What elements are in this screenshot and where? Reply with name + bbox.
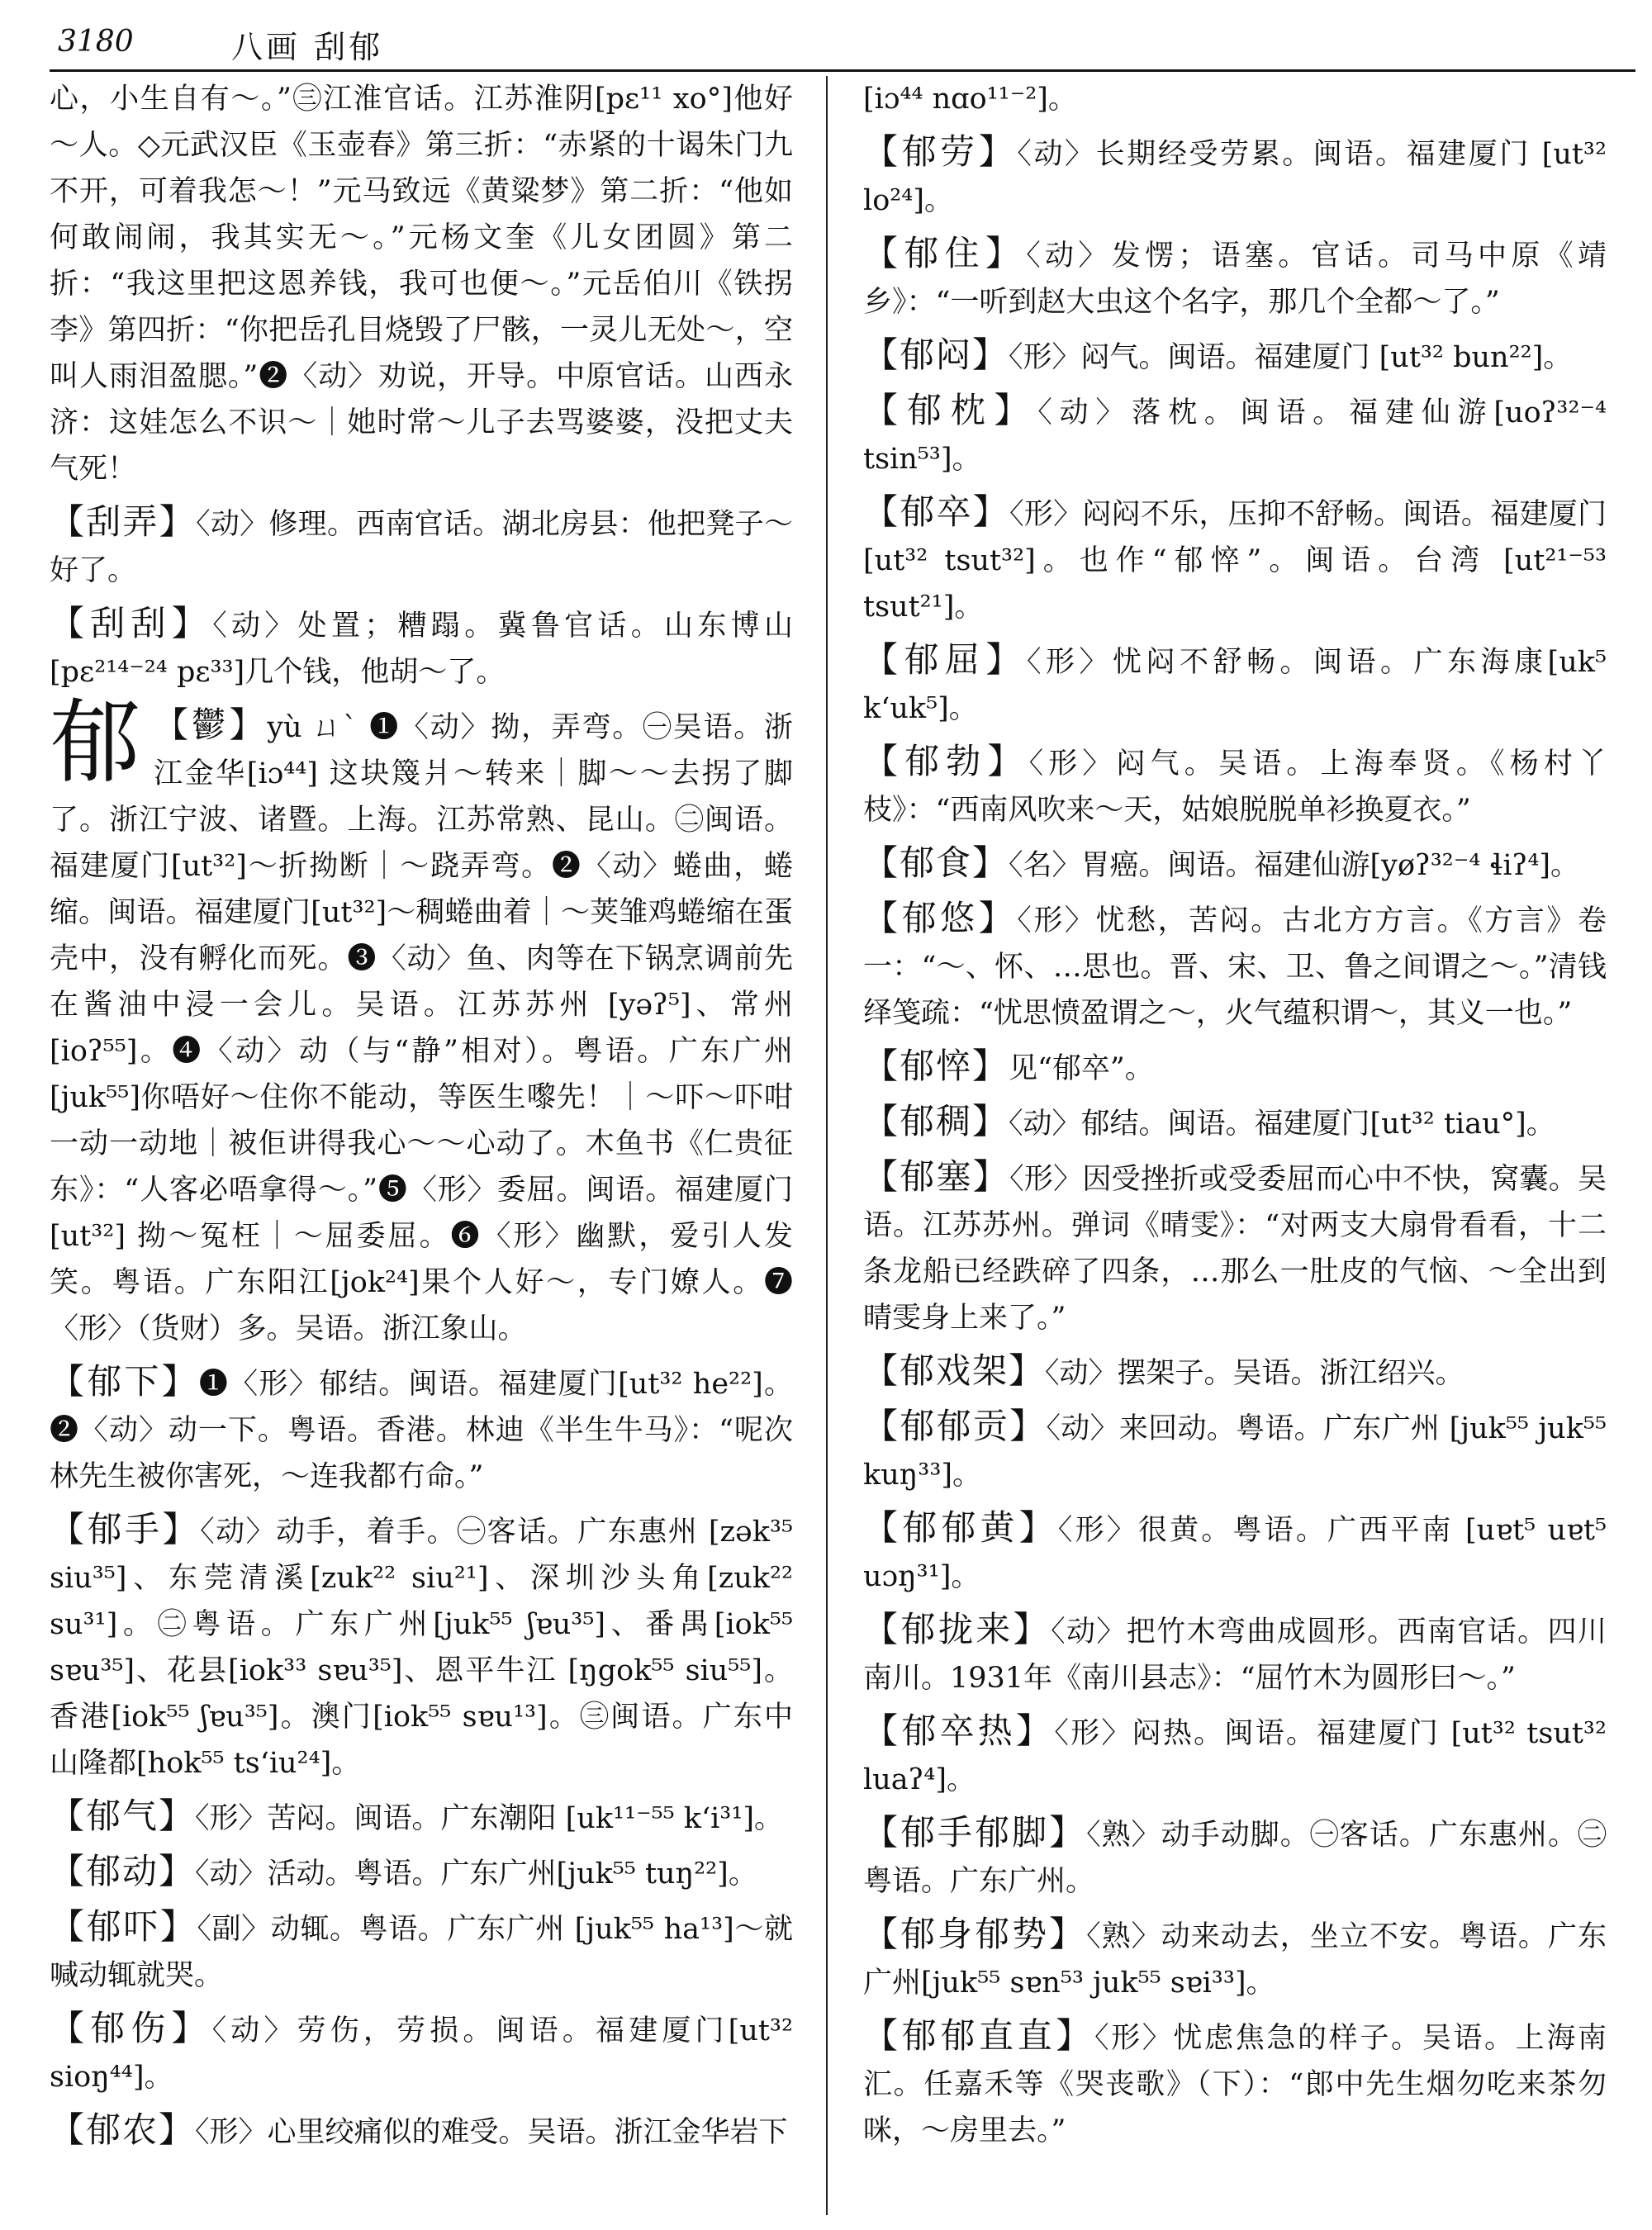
- dictionary-entry: [50, 600, 793, 695]
- entry-headword: 【郁吓】: [50, 1906, 197, 1947]
- dictionary-entry: [863, 489, 1607, 630]
- dictionary-entry: [50, 690, 793, 1352]
- entry-headword: 【郁手郁脚】: [863, 1812, 1087, 1853]
- entry-definition: yù ㄩˋ ❶〈动〉拗，弄弯。㊀吴语。浙江金华[iɔ⁴⁴] 这块篾爿～转来｜脚～～去拐了脚了。浙江宁波、诸暨。上海。江苏常熟、昆山。㊁闽语。福建厦门[ut³²]～折拗断｜～跷弄弯。❷〈动〉蜷曲，蜷缩。闽语。福建厦门[ut³²]～稠蜷曲着｜～荚雏鸡蜷缩在蛋壳中，没有孵化而死。❸〈动〉鱼、肉等在下锅烹调前先在酱油中浸一会儿。吴语。江苏苏州 [yəʔ⁵]、常州[ioʔ⁵⁵]。❹〈动〉动（与“静”相对）。粤语。广东广州[juk⁵⁵]你唔好～住你不能动，等医生嚟先！｜～吓～吓咁一动一动地｜被佢讲得我心～～心动了。木鱼书《仁贵征东》：“人客必唔拿得～。”❺〈形〉委屈。闽语。福建厦门[ut³²] 拗～冤枉｜～屈委屈。❻〈形〉幽默，爱引人发笑。粤语。广东阳江[jok²⁴]果个人好～，专门嫽人。❼〈形〉（货财）多。吴语。浙江象山。: [50, 711, 793, 1345]
- entry-headword: 【郁手】: [50, 1509, 201, 1549]
- dictionary-entry: [863, 387, 1607, 482]
- dictionary-entry: [863, 738, 1607, 833]
- entry-headword: 【郁下】: [50, 1361, 199, 1402]
- entry-headword: 【郁稠】: [863, 1101, 1009, 1141]
- entry-headword: 【郁郁贡】: [863, 1406, 1047, 1446]
- dictionary-entry: [863, 332, 1607, 381]
- dictionary-entry: [863, 895, 1607, 1037]
- section-title: 八画 刮郁: [231, 29, 384, 65]
- entry-headword: 【郁卒】: [863, 491, 1010, 532]
- dictionary-entry: [50, 2107, 793, 2156]
- entry-headword: 【郁屈】: [863, 639, 1028, 680]
- dictionary-entry: [863, 1606, 1607, 1701]
- entry-definition: 〈动〉长期经受劳累。闽语。福建厦门 [ut³² lo²⁴]。: [863, 138, 1607, 217]
- dictionary-entry: [50, 1848, 793, 1897]
- dictionary-entry: [50, 2005, 793, 2100]
- left-column: [50, 76, 793, 2223]
- entry-headword: 【郁拢来】: [863, 1609, 1051, 1649]
- headword-character: 郁: [50, 690, 140, 795]
- entry-definition: 〈动〉发愣；语塞。官话。司马中原《靖乡》：“一听到赵大虫这个名字，那几个全都～了。”: [863, 240, 1607, 319]
- entry-headword: 【郁郁直直】: [863, 2015, 1094, 2056]
- entry-headword: 【郁戏架】: [863, 1350, 1046, 1391]
- entry-definition: 〈形〉因受挫折或受委屈而心中不快，窝囊。吴语。江苏苏州。弹词《晴雯》：“对两支大扇骨看看，十二条龙船已经跌碎了四条，…那么一肚皮的气恼、～全出到晴雯身上来了。”: [863, 1163, 1607, 1335]
- entry-definition: 〈动〉处置；糟蹋。冀鲁官话。山东博山[pɛ²¹⁴⁻²⁴ pɛ³³]几个钱，他胡～了。: [50, 610, 793, 689]
- entry-definition: 〈动〉落枕。闽语。福建仙游[uoʔ³²⁻⁴ tsin⁵³]。: [863, 396, 1607, 476]
- entry-definition: 〈形〉忧愁，苦闷。古北方方言。《方言》卷一：“～、怀、…思也。晋、宋、卫、鲁之间谓之～。”清钱绎笺疏：“忧思愤盈谓之～，火气蕴积谓～，其义一也。”: [863, 904, 1607, 1030]
- dictionary-entry: [863, 1098, 1607, 1147]
- entry-definition: 〈动〉动手，着手。㊀客话。广东惠州 [zək³⁵ siu³⁵]、东莞清溪[zuk²² siu²¹]、深圳沙头角[zuk²² su³¹]。㊁粤语。广东广州[juk⁵⁵ ʃɐu³⁵]、番禺[iok⁵⁵ sɐu³⁵]、花县[iok³³ sɐu³⁵]、恩平牛江 [ŋgok⁵⁵ siu⁵⁵]。香港[iok⁵⁵ ʃɐu³⁵]。澳门[iok⁵⁵ sɐu¹³]。㊂闽语。广东中山隆都[hok⁵⁵ tsʻiu²⁴]。: [50, 1516, 793, 1780]
- dictionary-entry: [50, 76, 793, 492]
- entry-headword: 【郁住】: [863, 233, 1027, 273]
- dictionary-entry: [50, 1793, 793, 1842]
- entry-definition: 〈动〉劳伤，劳损。闽语。福建厦门[ut³² sioŋ⁴⁴]。: [50, 2014, 793, 2094]
- dictionary-entry: [863, 1154, 1607, 1341]
- entry-headword: 【郁卒热】: [863, 1710, 1055, 1751]
- entry-headword: 【郁塞】: [863, 1156, 1010, 1197]
- column-divider: [826, 76, 828, 2215]
- entry-definition: 〈形〉忧闷不舒畅。闽语。广东海康[uk⁵ kʻuk⁵]。: [863, 646, 1607, 725]
- entry-definition: 〈动〉郁结。闽语。福建厦门[ut³² tiau°]。: [1009, 1108, 1555, 1141]
- entry-definition: 〈形〉很黄。粤语。广西平南 [uɐt⁵ uɐt⁵ uɔŋ³¹]。: [863, 1514, 1607, 1593]
- entry-definition: 〈熟〉动来动去，坐立不安。粤语。广东广州[juk⁵⁵ sɐn⁵³ juk⁵⁵ sɐi³³]。: [863, 1920, 1607, 2000]
- entry-definition: 〈形〉心里绞痛似的难受。吴语。浙江金华岩下: [195, 2116, 788, 2149]
- dictionary-entry: [863, 1810, 1607, 1905]
- entry-definition: 〈名〉胃癌。闽语。福建仙游[yøʔ³²⁻⁴ ɬiʔ⁴]。: [1009, 849, 1580, 882]
- entry-headword: 【郁气】: [50, 1796, 196, 1836]
- dictionary-entry: [863, 1708, 1607, 1803]
- dictionary-entry: [863, 2013, 1607, 2154]
- entry-definition: 〈形〉闷闷不乐，压抑不舒畅。闽语。福建厦门[ut³² tsut³²]。也作“郁悴”。闽语。台湾 [ut²¹⁻⁵³ tsut²¹]。: [863, 498, 1607, 624]
- dictionary-entry: [863, 840, 1607, 889]
- entry-definition: 〈副〉动辄。粤语。广东广州 [juk⁵⁵ ha¹³]～就喊动辄就哭。: [50, 1913, 793, 1992]
- entry-definition: 心，小生自有～。”㊂江淮官话。江苏淮阴[pɛ¹¹ xo°]他好～人。◇元武汉臣《玉壶春》第三折：“赤紧的十谒朱门九不开，可着我怎～！”元马致远《黄粱梦》第二折：“他如何敢闹闹，我其实无～。”元杨文奎《儿女团圆》第二折：“我这里把这恩养钱，我可也便～。”元岳伯川《铁拐李》第四折：“你把岳孔目烧毁了尸骸，一灵儿无处～，空叫人雨泪盈腮。”❷〈动〉劝说，开导。中原官话。山西永济：这娃怎么不识～｜她时常～儿子去骂婆婆，没把丈夫气死！: [50, 83, 793, 486]
- right-column: [863, 76, 1607, 2223]
- dictionary-entry: [50, 499, 793, 594]
- entry-definition: 〈形〉苦闷。闽语。广东潮阳 [uk¹¹⁻⁵⁵ kʻi³¹]。: [195, 1802, 784, 1835]
- entry-definition: 〈熟〉动手动脚。㊀客话。广东惠州。㊁粤语。广东广州。: [863, 1819, 1607, 1898]
- entry-definition: [iɔ⁴⁴ nɑo¹¹⁻²]。: [863, 83, 1077, 116]
- dictionary-entry: [50, 1506, 793, 1786]
- entry-definition: 〈动〉把竹木弯曲成圆形。西南官话。四川南川。1931年《南川县志》：“屈竹木为圆形曰～。”: [863, 1616, 1607, 1695]
- entry-headword: 【郁勃】: [863, 741, 1029, 781]
- entry-headword: 【鬱】: [154, 705, 268, 745]
- entry-definition: 〈形〉闷气。闽语。福建厦门 [ut³² bun²²]。: [1009, 341, 1573, 374]
- dictionary-entry: [50, 1904, 793, 1999]
- entry-headword: 【郁动】: [50, 1851, 196, 1891]
- dictionary-entry: [863, 76, 1607, 122]
- entry-definition: 〈形〉闷气。吴语。上海奉贤。《杨村丫枝》：“西南风吹来～天，姑娘脱脱单衫换夏衣。”: [863, 747, 1607, 827]
- dictionary-entry: [50, 1359, 793, 1500]
- entry-headword: 【刮弄】: [50, 501, 197, 542]
- dictionary-entry: [863, 1403, 1607, 1498]
- page-number: 3180: [58, 25, 134, 59]
- dictionary-entry: [863, 1911, 1607, 2006]
- entry-headword: 【郁劳】: [863, 131, 1018, 172]
- entry-definition: 〈形〉忧虑焦急的样子。吴语。上海南汇。任嘉禾等《哭丧歌》（下）：“郎中先生烟勿吃来茶勿咪，～房里去。”: [863, 2022, 1607, 2147]
- entry-definition: 见“郁卒”。: [1009, 1052, 1154, 1085]
- dictionary-entry: [863, 1043, 1607, 1092]
- dictionary-entry: [863, 637, 1607, 732]
- entry-headword: 【郁郁黄】: [863, 1507, 1058, 1548]
- entry-headword: 【郁食】: [863, 842, 1009, 883]
- entry-headword: 【郁悴】: [863, 1046, 1009, 1086]
- entry-headword: 【郁伤】: [50, 2008, 212, 2048]
- entry-definition: 〈动〉修理。西南官话。湖北房县：他把凳子～好了。: [50, 508, 793, 587]
- entry-headword: 【郁枕】: [863, 390, 1038, 430]
- entry-definition: 〈动〉来回动。粤语。广东广州 [juk⁵⁵ juk⁵⁵ kuŋ³³]。: [863, 1412, 1607, 1492]
- dictionary-entry: [863, 230, 1607, 325]
- entry-headword: 【郁悠】: [863, 898, 1018, 938]
- entry-headword: 【郁身郁势】: [863, 1914, 1087, 1954]
- page-header: [50, 18, 1635, 72]
- entry-headword: 【郁闷】: [863, 334, 1009, 375]
- dictionary-entry: [863, 1348, 1607, 1397]
- dictionary-entry: [863, 129, 1607, 224]
- dictionary-entry: [863, 1505, 1607, 1600]
- entry-definition: 〈形〉闷热。闽语。福建厦门 [ut³² tsut³² luaʔ⁴]。: [863, 1717, 1607, 1796]
- entry-headword: 【刮刮】: [50, 603, 213, 643]
- entry-headword: 【郁农】: [50, 2109, 196, 2150]
- entry-definition: 〈动〉活动。粤语。广东广州[juk⁵⁵ tuŋ²²]。: [195, 1858, 757, 1891]
- entry-definition: ❶〈形〉郁结。闽语。福建厦门[ut³² he²²]。❷〈动〉动一下。粤语。香港。林迪《半生牛马》：“呢次林先生被你害死，～连我都冇命。”: [50, 1368, 793, 1493]
- entry-definition: 〈动〉摆架子。吴语。浙江绍兴。: [1045, 1357, 1464, 1390]
